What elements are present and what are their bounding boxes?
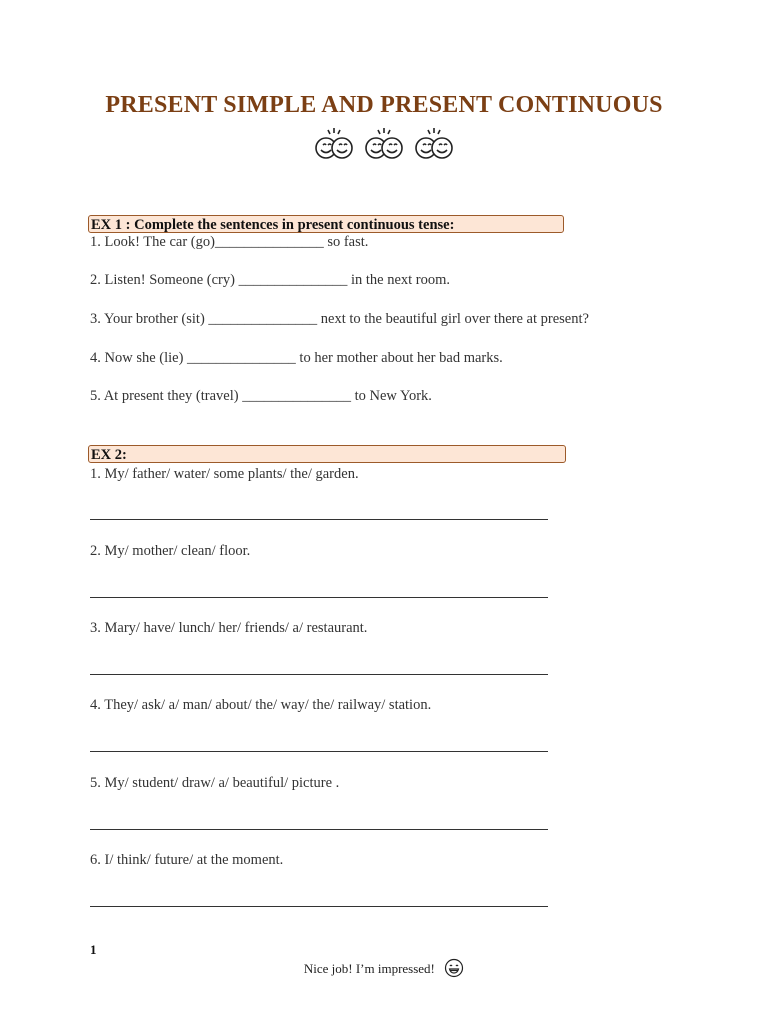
ex2-item: 3. Mary/ have/ lunch/ her/ friends/ a/ restaurant. (90, 620, 368, 636)
ex1-item: 3. Your brother (sit) _______________ next to the beautiful girl over there at present? (90, 311, 589, 327)
ex1-header: EX 1 : Complete the sentences in present continuous tense: (88, 215, 564, 233)
page-number: 1 (90, 942, 97, 957)
ex2-item: 1. My/ father/ water/ some plants/ the/ garden. (90, 466, 359, 482)
smiling-faces-icon (412, 126, 456, 162)
smiling-faces-icon (362, 126, 406, 162)
ex2-item: 6. I/ think/ future/ at the moment. (90, 852, 284, 868)
ex1-item: 2. Listen! Someone (cry) _______________ in the next room. (90, 272, 451, 288)
ex2-item: 4. They/ ask/ a/ man/ about/ the/ way/ the/ railway/ station. (90, 697, 432, 713)
ex2-item: 5. My/ student/ draw/ a/ beautiful/ picture . (90, 775, 340, 791)
ex1-item: 1. Look! The car (go)_______________ so fast. (90, 234, 369, 250)
grinning-face-icon (444, 958, 464, 978)
answer-line[interactable] (90, 674, 548, 675)
ex2-header: EX 2: (88, 445, 566, 463)
smiling-faces-icon (0, 126, 768, 162)
answer-line[interactable] (90, 751, 548, 752)
answer-line[interactable] (90, 906, 548, 907)
footer-text: Nice job! I’m impressed! (303, 961, 435, 976)
footer (0, 958, 768, 978)
answer-line[interactable] (90, 829, 548, 830)
ex2-item: 2. My/ mother/ clean/ floor. (90, 543, 251, 559)
smiling-faces-icon (312, 126, 356, 162)
answer-line[interactable] (90, 597, 548, 598)
page-title: PRESENT SIMPLE AND PRESENT CONTINUOUS (105, 92, 663, 118)
ex1-item: 5. At present they (travel) _______________ to New York. (90, 388, 432, 404)
ex1-item: 4. Now she (lie) _______________ to her mother about her bad marks. (90, 350, 503, 366)
answer-line[interactable] (90, 519, 548, 520)
